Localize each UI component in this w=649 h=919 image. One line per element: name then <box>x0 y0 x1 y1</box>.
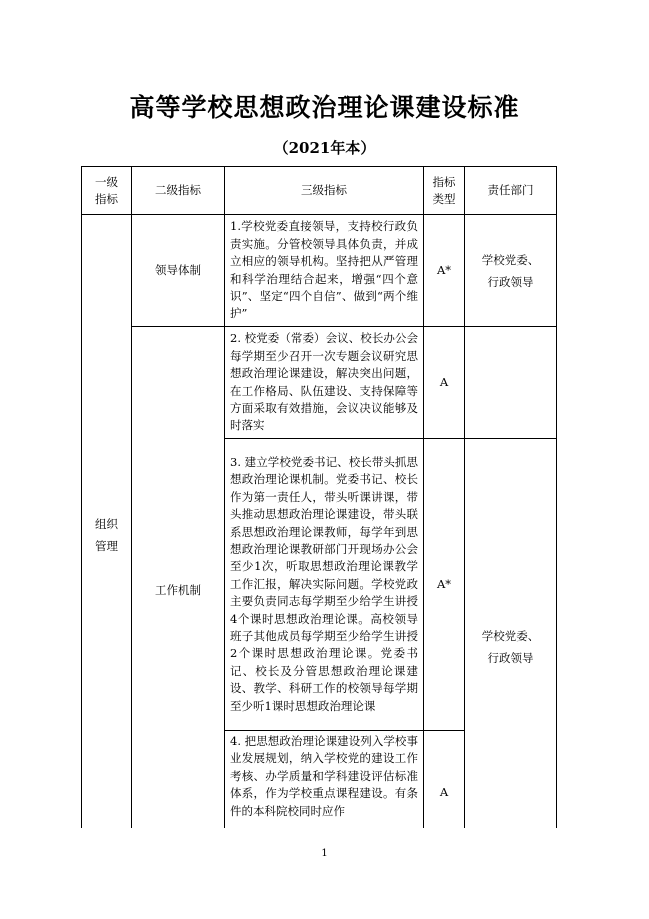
indicator-type-cell: A <box>424 327 465 439</box>
header-indicator-type: 指标 类型 <box>424 167 465 215</box>
level3-cell: 4. 把思想政治理论课建设列入学校事业发展规划，纳入学校党的建设工作考核、办学质量和学科建设评估标准体系，作为学校重点课程建设。有条件的本科院校同时应作 <box>225 731 424 856</box>
level2-cell: 领导体制 <box>132 215 225 327</box>
header-level2: 二级指标 <box>132 167 225 215</box>
level3-cell: 2. 校党委（常委）会议、校长办公会每学期至少召开一次专题会议研究思想政治理论课建设，解决突出问题，在工作格局、队伍建设、支持保障等方面采取有效措施，会议决议能够及时落实 <box>225 327 424 439</box>
indicator-type-cell: A* <box>424 439 465 731</box>
table-header-row <box>82 167 557 215</box>
document-subtitle: （2021年本） <box>273 139 376 157</box>
header-level1: 一级 指标 <box>82 167 132 215</box>
department-cell-empty <box>465 327 557 439</box>
page-bottom-margin <box>0 828 649 919</box>
department-cell: 学校党委、行政领导 <box>465 439 557 856</box>
document-title: 高等学校思想政治理论课建设标准 <box>129 93 520 122</box>
header-level3: 三级指标 <box>225 167 424 215</box>
level3-cell: 1.学校党委直接领导，支持校行政负责实施。分管校领导具体负责，并成立相应的领导机构。坚持把从严管理和科学治理结合起来，增强“四个意识”、坚定“四个自信”、做到“两个维护” <box>225 215 424 327</box>
table-row <box>82 215 557 327</box>
table-row <box>82 327 557 439</box>
level1-cell: 组织 管理 <box>82 215 132 856</box>
indicator-type-cell: A* <box>424 215 465 327</box>
header-responsible-dept: 责任部门 <box>465 167 557 215</box>
level2-cell: 工作机制 <box>132 327 225 856</box>
page-number: 1 <box>321 848 328 859</box>
level3-cell: 3. 建立学校党委书记、校长带头抓思想政治理论课机制。党委书记、校长作为第一责任人，带头听课讲课，带头推动思想政治理论课建设，带头联系思想政治理论课教师，每学年到思想政治理论课教研部门开现场办公会至少1次，听取思想政治理论课教学工作汇报，解决实际问题。学校党政主要负责同志每学期至少给学生讲授4个课时思想政治理论课。高校领导班子其他成员每学期至少给学生讲授2个课时思想政治理论课。党委书记、校长及分管思想政治理论课建设、教学、科研工作的校领导每学期至少听1课时思想政治理论课 <box>225 439 424 731</box>
standards-table <box>81 166 557 856</box>
indicator-type-cell: A <box>424 731 465 856</box>
department-cell: 学校党委、行政领导 <box>465 215 557 327</box>
